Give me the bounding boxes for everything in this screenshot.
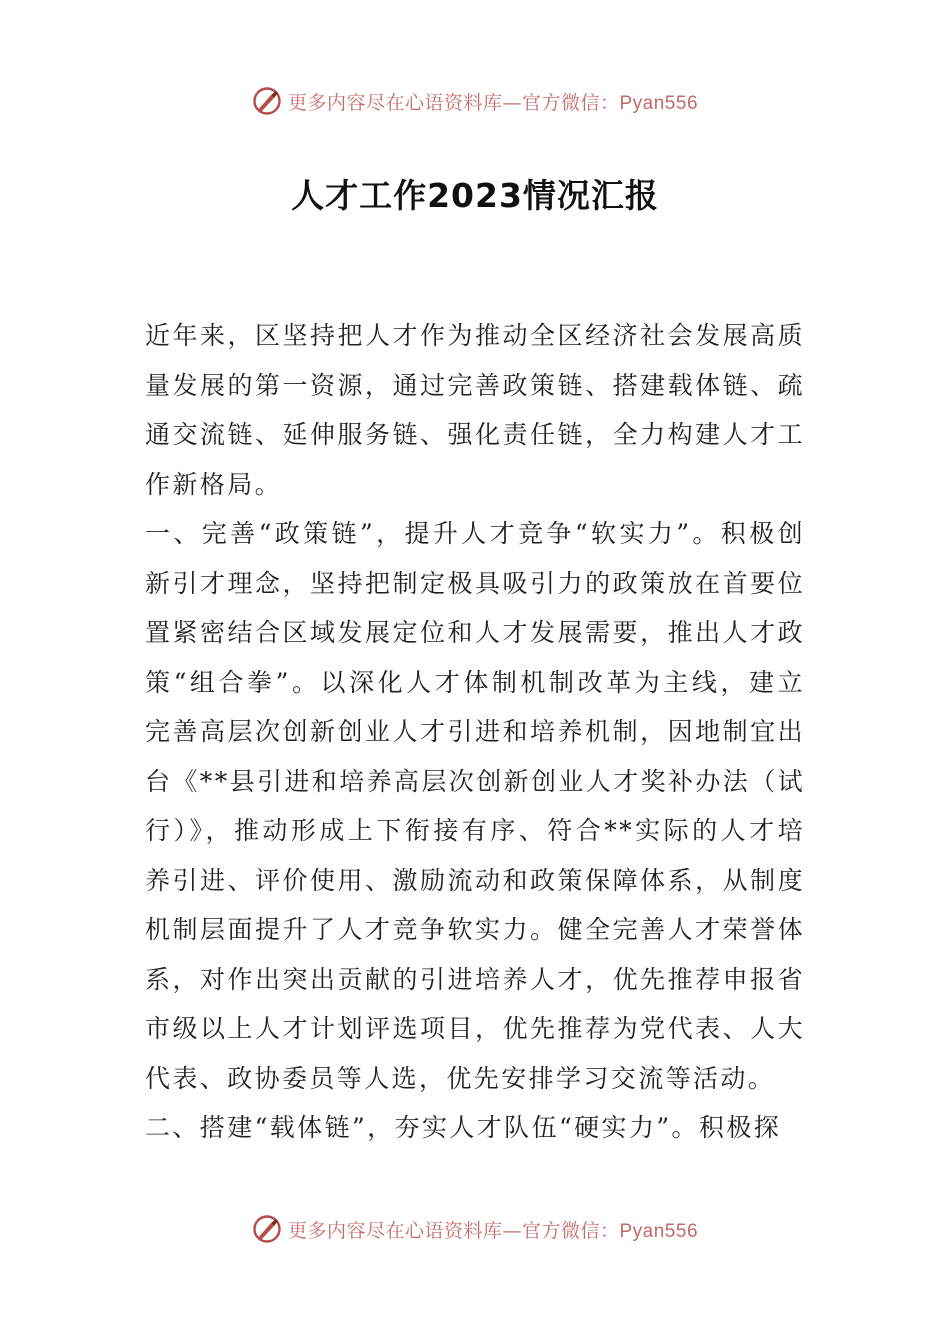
watermark-footer <box>0 1214 950 1244</box>
document-title: 人才工作2023情况汇报 <box>291 176 659 215</box>
watermark-text: 更多内容尽在心语资料库—官方微信：Pyan556 <box>287 91 699 114</box>
document-body <box>145 311 805 1153</box>
watermark-header <box>0 86 950 116</box>
paragraph-policy-chain: 一、完善“政策链”，提升人才竞争“软实力”。积极创新引才理念，坚持把制定极具吸引力的政策放在首要位置紧密结合区域发展定位和人才发展需要，推出人才政策“组合拳”。以深化人才体制机制改革为主线，建立完善高层次创新创业人才引进和培养机制，因地制宜出台《**县引进和培养高层次创新创业人才奖补办法（试行）》，推动形成上下衔接有序、符合**实际的人才培养引进、评价使用、激励流动和政策保障体系，从制度机制层面提升了人才竞争软实力。健全完善人才荣誉体系，对作出突出贡献的引进培养人才，优先推荐申报省市级以上人才计划评选项目，优先推荐为党代表、人大代表、政协委员等人选，优先安排学习交流等活动。 <box>145 519 806 1093</box>
paragraph-intro: 近年来，区坚持把人才作为推动全区经济社会发展高质量发展的第一资源，通过完善政策链、搭建载体链、疏通交流链、延伸服务链、强化责任链，全力构建人才工作新格局。 <box>145 321 805 499</box>
pen-logo-icon <box>252 86 282 116</box>
watermark-text: 更多内容尽在心语资料库—官方微信：Pyan556 <box>287 1219 699 1242</box>
paragraph-carrier-chain: 二、搭建“载体链”，夯实人才队伍“硬实力”。积极探 <box>145 1113 782 1142</box>
pen-logo-icon <box>252 1214 282 1244</box>
